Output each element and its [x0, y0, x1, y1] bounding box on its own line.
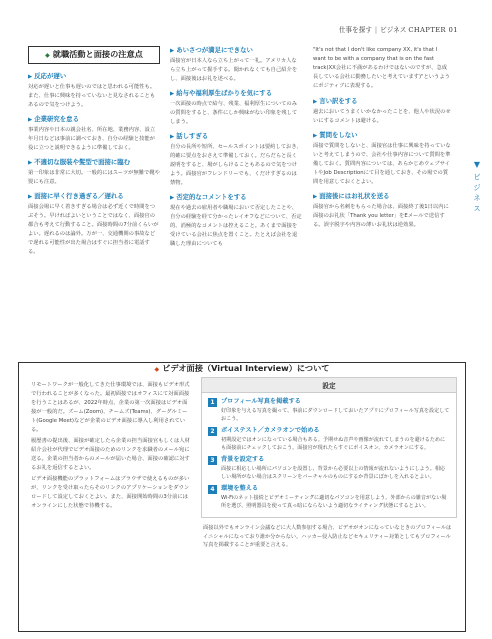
triangle-right-icon: ▶	[170, 48, 175, 54]
tip-section	[28, 158, 160, 187]
paragraph: ビデオ面接機能のプラットフォームはブラウザで使えるものが多いが、リンクを受け取ったらそのリンクのアプリケーションをダウンロードして設定しておくとよい。また、面接開始時間の3分前にはオンラインにした状態で待機する。	[31, 476, 190, 509]
setup-panel	[201, 377, 457, 550]
setup-body	[201, 393, 457, 518]
tip-heading: ▶ 給与や福利厚生ばかりを気にする	[170, 89, 273, 97]
tip-section	[313, 97, 451, 126]
tip-body: 一次面接の時点で給与、残業、福利厚生についてのみの質問をすると、条件にしか興味がない印象を残してしまう。	[170, 101, 298, 125]
step-title: 背景を設定する	[221, 456, 265, 463]
tip-section	[170, 46, 302, 84]
tip-body: 面接官から名刺をもらった場合は、面接終了後1日以内に面接のお礼状「Thank you letter」をEメールで送信する。誤字脱字や内容の薄いお礼状は逆効果。	[313, 204, 449, 228]
tip-section	[170, 193, 302, 249]
triangle-right-icon: ▶	[28, 194, 33, 200]
tip-section	[28, 115, 160, 153]
step-number: 1	[208, 398, 217, 407]
tip-heading: ▶ 不適切な服装や髪型で面接に臨む	[28, 158, 131, 166]
tip-section	[313, 192, 451, 230]
header-chapter: CHAPTER 01	[408, 26, 458, 34]
upper-column-3	[313, 46, 451, 235]
step-number: 4	[208, 485, 217, 494]
video-interview-text	[31, 381, 191, 513]
tip-heading: ▶ 言い訳をする	[313, 97, 358, 105]
triangle-right-icon: ▶	[170, 134, 175, 140]
tip-heading: ▶ 話しすぎる	[170, 132, 209, 140]
tip-section	[28, 192, 160, 257]
header-section: 仕事を探す	[338, 26, 372, 34]
step-body: 好印象を与える写真を撮って、事前にダウンロードしておいたアプリにプロフィール写真を設定しておこう。	[221, 408, 450, 422]
tip-heading: ▶ 質問をしない	[313, 131, 358, 139]
tip-body: 現在や過去の雇用者や職場において否定したことや、自分の経験を経て分かったレイオフなどについて、否定的、消極的なコメントは控えること。あくまで面接を受けている会社に焦点を置くこと。たとえば会社を退職した理由についても	[170, 205, 302, 247]
tip-body: 対応が遅いと仕事も遅いのではと思われる可能性も。また、仕事に興味を持っていないと見なされることもあるので気をつけよう。	[28, 84, 156, 108]
quote-text: "It's not that I don't like company XX, it's that I want to be with a company that is on the fast track(XX会社に不満があるわけではないのですが、急成長している会社に勤務したいと考えています)"というようにポジティブに表現する。	[313, 47, 450, 89]
triangle-right-icon: ▶	[28, 117, 33, 123]
triangle-right-icon: ▶	[313, 99, 318, 105]
setup-title: 設定	[201, 377, 457, 393]
tip-heading: ▶ 反応が遅い	[28, 72, 67, 80]
tip-heading: ▶ 否定的なコメントをする	[170, 193, 247, 201]
tip-section	[170, 89, 302, 127]
paragraph: リモートワークが一般化してきた仕事環境では、面接もビデオ形式で行われることが多くなった。最初面接ではオフィスにて対面面接を行うことはあるが、2022年時点、企業の第一次面接はビデオ面接が一般的だ。ズーム(Zoom)、チームズ(Teams)、グーグルミート(Google Meet)などが企業のビデオ面接に導入し利用されている。	[31, 382, 190, 433]
diamond-icon: ◆	[154, 366, 160, 373]
step-title: ボイステスト／カメラオンで始める	[221, 427, 320, 434]
diamond-icon: ◆	[45, 52, 50, 59]
tip-body: 事業内容や日本の親会社名、所在地、業務内容、設立年月日などは事前に調べておき、自分の経験と技能が役に立つと説明できるように準備しておく。	[28, 127, 156, 151]
video-interview-box	[18, 362, 466, 632]
tip-body: 第一印象は非常に大切。一般的にはスーツが無難で靴や髪にも注意。	[28, 170, 160, 185]
tip-section	[170, 132, 302, 188]
setup-step	[208, 426, 450, 452]
side-tab	[468, 160, 486, 217]
step-body: 初期設定ではオンになっている場合もある。予期せぬ音声や画像が流れてしまうのを避けるためにも面接前にチェックしておこう。面接官が現れたらすぐにボイスオン、カメラオンにする。	[221, 437, 446, 451]
step-number: 2	[208, 427, 217, 436]
tip-body: 面接で質問をしないと、面接官は仕事に興味を持っていないと考えてしまうので、会社や仕事内容について質問を準備しておく。質問内容については、あらかじめウェブサイトやJob Descriptionにて目を通しておき、その場での質問を用意しておくとよい。	[313, 143, 451, 185]
step-body: Wi-Fiのネット接続とビデオミーティングに適切なパソコンを用意しよう。外部からの雑音がない場所を選び、照明器具を使って真っ暗にならないよう適切なライティング状態にするとよい。	[221, 495, 447, 509]
upper-column-2	[170, 46, 302, 254]
tip-heading: ▶ 企業研究を怠る	[28, 115, 79, 123]
triangle-down-icon: ▼	[473, 160, 481, 169]
tip-body: 面接官が日本人なら立ち上がって一礼。アメリカ人なら立ち上がって握手する。聞かれなくても自己紹介をし、面接後はお礼を述べる。	[170, 58, 298, 82]
triangle-right-icon: ▶	[28, 160, 33, 166]
step-number: 3	[208, 456, 217, 465]
step-title: プロフィール写真を掲載する	[221, 398, 301, 405]
header-separator: |	[374, 26, 378, 34]
tip-heading: ▶ あいさつが満足にできない	[170, 46, 253, 54]
setup-step	[208, 397, 450, 423]
side-tab-label: ビジネス	[472, 173, 482, 215]
triangle-right-icon: ▶	[313, 194, 318, 200]
tip-heading: ▶ 面接に早く行き過ぎる／遅れる	[28, 192, 124, 200]
triangle-right-icon: ▶	[170, 195, 175, 201]
tip-body: 自分の長所や短所、セールスポイントは要約しておき、的確に要点をおさえて準備しておく。だらだらと長く説明をすると、場がしらけることもあるので気をつけよう。面接官がフレンドリーでも、くだけすぎるのは禁物。	[170, 144, 302, 186]
triangle-right-icon: ▶	[170, 91, 175, 97]
upper-column-1	[28, 46, 160, 262]
paragraph: 履歴書の提出後、面接が確定したら企業の担当面接官もしくは人材紹介会社が代理でビデオ面接のためのリンクを求職者のメール宛に送る。企業の担当者からのメールが届いた場合、面接の確認に対するお礼を返信するとよい。	[31, 438, 190, 471]
setup-step	[208, 484, 450, 510]
step-body: 面接に相応しい場所にパソコンを設置し、背景から必要以上の情報が流れないようにしよう。相応しい場所がない場合はスクリーンをバーチャルのものにするか背景にぼかしを入れるとよい。	[221, 466, 446, 480]
tip-body: 面接会場に早く着きすぎる場合は必ず近くで時間をつぶそう。早ければよいということではなく、面接官の都合も考えて行動すること。面接時間の7分前くらいがよい。遅れるのは論外。万が一、交通機関の事故などで遅れる可能性が出た場合はすぐに担当者に電話する。	[28, 204, 159, 255]
upper-section-title: ◆ 就職活動と面接の注意点	[28, 46, 160, 64]
video-interview-title: ◆ ビデオ面接（Virtual Interview）について	[19, 356, 465, 375]
triangle-right-icon: ▶	[28, 74, 33, 80]
tip-section	[313, 131, 451, 187]
setup-step	[208, 455, 450, 481]
setup-footer: 面接以外でもオンライン会議などに大人数参加する場合、ビデオがオンになっていなときのプロフィールはイニシャルになっており誰か分からない。ハッカー侵入防止などセキュリティー対策としてもプロフィール写真を掲載することが重要と言える。	[203, 525, 452, 549]
triangle-right-icon: ▶	[313, 133, 318, 139]
step-title: 環境を整える	[221, 485, 259, 492]
tip-section	[28, 72, 160, 110]
header-category: ビジネス	[380, 26, 407, 34]
page-header	[339, 24, 458, 34]
tip-body: 過去においてうまくいかなかったことを、他人や状況のせいにするコメントは避ける。	[313, 109, 451, 124]
tip-heading: ▶ 面接後にはお礼状を送る	[313, 192, 390, 200]
